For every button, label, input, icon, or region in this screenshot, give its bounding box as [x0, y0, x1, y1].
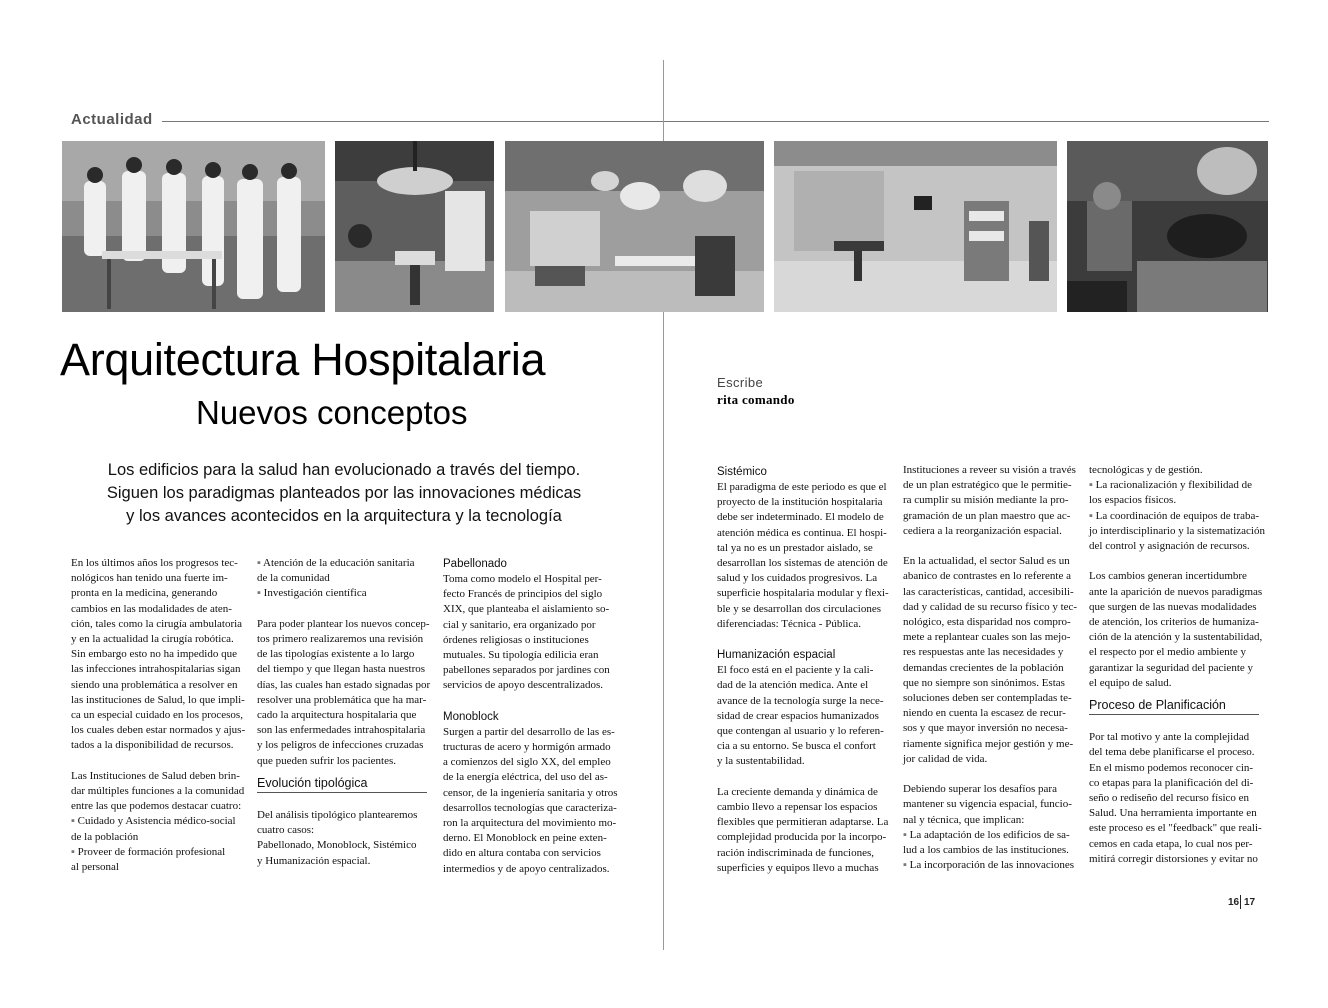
text-line: de las tipologías existente a lo largo [257, 648, 415, 661]
text-line: cediera a la reorganización espacial. [903, 524, 1062, 537]
text-line: tructuras de acero y hormigón armado [443, 741, 611, 754]
column-3-body [443, 572, 618, 694]
text-line: nológico, esta disparidad nos compro- [903, 616, 1071, 629]
column-4-body [717, 480, 892, 632]
text-line: superficie hospitalaria modular y flexi- [717, 587, 889, 600]
text-line: mutuales. Su tipología edilicia eran [443, 649, 599, 662]
text-line: las características, cantidad, accesibili- [903, 585, 1074, 598]
text-line: El paradigma de este periodo es que el [717, 481, 887, 493]
text-line: nal y técnica, que implican: [903, 813, 1025, 826]
article-title: Arquitectura Hospitalaria [60, 334, 546, 385]
heading-pabellonado: Pabellonado [443, 558, 507, 570]
text-line: órdenes religiosas o instituciones [443, 633, 589, 646]
text-line: de atención, los criterios de humaniza- [1089, 616, 1259, 629]
text-line: cial y sanitario, era organizado por [443, 618, 596, 631]
text-line: este proceso es el "feedback" que reali- [1089, 822, 1262, 835]
text-line: Del análisis tipológico plantearemos [257, 809, 418, 822]
paragraph-gap [903, 767, 1078, 782]
photo-vintage-operating-room [335, 141, 494, 312]
text-line: ción de la atención y la sustentabilidad, [1089, 631, 1263, 644]
text-line: XIX, que planteaba el aislamiento so- [443, 603, 610, 616]
text-line: res respuestas ante las necesidades y [903, 646, 1064, 659]
text-line: que surgen de las nuevas modalidades [1089, 600, 1257, 613]
text-line: flexibles que permitieran adaptarse. La [717, 816, 889, 829]
text-line: al personal [71, 861, 119, 874]
text-line: del tema debe planificarse el proceso. [1089, 746, 1255, 759]
article-subtitle: Nuevos conceptos [196, 394, 468, 431]
text-line: cado la arquitectura hospitalaria que [257, 709, 417, 722]
paragraph-gap [71, 754, 246, 769]
article-lead [100, 459, 588, 528]
text-line: que pueden sufrir los pacientes. [257, 754, 396, 767]
text-line: ción, tales como la cirugía ambulatoria [71, 617, 243, 630]
paragraph-gap [1089, 554, 1264, 569]
text-line: del tiempo y que llegan hasta nuestros [257, 663, 426, 676]
text-line: los cuales deben estar normados y ajus- [71, 724, 246, 737]
text-line: Sin embargo esto no ha impedido que [71, 648, 237, 661]
text-line: y la sustentabilidad. [717, 755, 805, 768]
text-line: ración indiscriminada de funciones, [717, 846, 875, 859]
column-6-body-b [1089, 730, 1264, 867]
text-line: sos y que mayor inversión no necesa- [903, 722, 1068, 735]
text-line: ▪ Proveer de formación profesional [71, 845, 226, 858]
bullet-icon: ▪ [71, 815, 75, 828]
text-line: fecto Francés de principios del siglo [443, 588, 603, 601]
text-line: proyecto de la institución hospitalaria [717, 496, 883, 509]
text-line: ▪ La coordinación de equipos de traba- [1089, 509, 1260, 522]
subhead-proceso: Proceso de Planificación [1089, 698, 1259, 715]
text-line: intermedios y de apoyo centralizados. [443, 862, 610, 875]
text-line: las instituciones de Salud, lo que impli- [71, 693, 245, 706]
text-line: jo interdisciplinario y la sistematización [1089, 524, 1265, 537]
column-3-body-b [443, 725, 618, 877]
text-line: Instituciones a reveer su visión a través [903, 464, 1076, 476]
text-line: niendo en cuenta la escasez de recur- [903, 707, 1066, 720]
text-line: ron la arquitectura del movimiento mo- [443, 817, 617, 830]
text-line: tados a la disponibilidad de recursos. [71, 739, 234, 752]
page-number-left: 16 [1228, 897, 1240, 908]
text-line: Por tal motivo y ante la complejidad [1089, 731, 1250, 744]
text-line: atención médica es continua. El hospi- [717, 526, 887, 539]
photo-robotic-surgery [1067, 141, 1268, 312]
text-column-4 [717, 464, 892, 876]
text-line: tecnológicas y de gestión. [1089, 464, 1203, 476]
text-line: avance de la tecnología surge la nece- [717, 694, 884, 707]
paragraph-gap [257, 602, 432, 617]
photo-historic-surgeons [62, 141, 325, 312]
text-line: riamente significa mejor gestión y me- [903, 737, 1074, 750]
text-line: sidad de crear espacios humanizados [717, 709, 879, 722]
text-line: En la actualidad, el sector Salud es un [903, 555, 1070, 568]
column-4-body-b [717, 663, 892, 876]
text-line: soluciones deben ser contempladas te- [903, 692, 1072, 705]
column-6-body [1089, 463, 1264, 691]
text-line: de la energía eléctrica, del uso del as- [443, 771, 608, 784]
lead-line: Los edificios para la salud han evolucionado a través del tiempo. [107, 461, 581, 479]
text-line: siendo una problemática a resolver en [71, 678, 238, 691]
text-line: dad de la atención medica. Ante el [717, 679, 869, 692]
text-line: debe ser indeterminado. El modelo de [717, 511, 884, 524]
text-line: mete a replantear cuales son las mejo- [903, 631, 1071, 644]
text-line: ▪ La racionalización y flexibilidad de [1089, 479, 1253, 492]
bullet-icon: ▪ [1089, 509, 1093, 522]
text-line: las infecciones intrahospitalarias sigan [71, 663, 241, 676]
column-2-body-b [257, 808, 432, 869]
text-line: de un plan estratégico que le permitie- [903, 479, 1072, 492]
text-line: servicios de apoyo descentralizados. [443, 679, 604, 692]
bullet-icon: ▪ [903, 859, 907, 872]
text-line: En el mismo podemos reconocer cin- [1089, 761, 1254, 774]
text-line: ▪ Atención de la educación sanitaria [257, 557, 415, 569]
page-number-separator [1240, 895, 1241, 909]
text-line: los espacios físicos. [1089, 494, 1177, 507]
text-line: cia a su entorno. Se busca el confort [717, 740, 876, 753]
text-line: dar múltiples funciones a la comunidad [71, 785, 245, 798]
text-line: dad y calidad de su recurso físico y tec- [903, 600, 1078, 613]
text-line: Pabellonado, Monoblock, Sistémico [257, 839, 417, 852]
column-2-body [257, 556, 432, 769]
text-line: y los peligros de infecciones cruzadas [257, 739, 424, 752]
heading-monoblock: Monoblock [443, 710, 499, 723]
bullet-icon: ▪ [257, 587, 261, 600]
bullet-icon: ▪ [71, 845, 75, 858]
text-line: ▪ Cuidado y Asistencia médico-social [71, 815, 236, 828]
text-line: de la comunidad [257, 572, 330, 585]
text-line: cambio llevo a repensar los espacios [717, 801, 878, 814]
text-column-1 [71, 556, 246, 875]
text-column-3 [443, 556, 618, 877]
text-line: el respecto por el medio ambiente y [1089, 646, 1246, 659]
bullet-icon: ▪ [1089, 479, 1093, 492]
text-line: dido en altura contaba con servicios [443, 847, 601, 860]
text-line: Salud. Una herramienta importante en [1089, 807, 1257, 820]
text-line: Las Instituciones de Salud deben brin- [71, 769, 240, 782]
text-line: mantener su vigencia espacial, funcio- [903, 798, 1072, 811]
text-line: desarrollan los sistemas de atención de [717, 557, 888, 570]
text-line: El foco está en el paciente y la cali- [717, 664, 874, 677]
section-rule [162, 121, 1269, 122]
text-line: de la población [71, 830, 139, 843]
text-line: salud y los cuidados progresivos. La [717, 572, 878, 585]
photo-operating-room-lamps [505, 141, 764, 312]
text-line: entre las que podemos destacar cuatro: [71, 800, 242, 813]
text-line: lud a los cambios de las instituciones. [903, 844, 1069, 857]
text-line: gramación de un plan maestro que ac- [903, 509, 1071, 522]
text-column-2 [257, 556, 432, 869]
text-line: desarrollos tecnologías que caracteriza- [443, 801, 617, 814]
bullet-icon: ▪ [257, 557, 261, 569]
text-line: superficies y equipos llevo a muchas [717, 861, 879, 874]
text-line: ▪ Investigación científica [257, 587, 367, 600]
page-number-right: 17 [1244, 897, 1256, 908]
text-line: ▪ La adaptación de los edificios de sa- [903, 828, 1070, 841]
text-line: que contengan al usuario y lo referen- [717, 725, 884, 738]
text-line: co etapas para la planificación del di- [1089, 776, 1254, 789]
text-line: ante la aparición de nuevos paradigmas [1089, 585, 1263, 598]
text-line: La creciente demanda y dinámica de [717, 785, 878, 798]
text-line: abanico de contrastes en lo referente a [903, 570, 1071, 583]
text-line: cemos en cada etapa, lo cual nos per- [1089, 837, 1253, 850]
text-line: Para poder plantear los nuevos concep- [257, 617, 430, 630]
heading-humanizacion: Humanización espacial [717, 649, 836, 662]
text-line: tos primero realizaremos una revisión [257, 633, 424, 645]
text-line: censor, de la ingeniería sanitaria y otros [443, 786, 618, 799]
text-line: el equipo de salud. [1089, 676, 1172, 689]
text-line: jor calidad de vida. [903, 752, 988, 765]
text-line: tal ya no es un prestador aislado, se [717, 541, 873, 554]
text-line: resolver una problemática que ha mar- [257, 693, 427, 706]
text-line: cambios en las modalidades de aten- [71, 602, 232, 615]
text-line: Los cambios generan incertidumbre [1089, 570, 1247, 583]
text-line: ▪ La incorporación de las innovaciones [903, 859, 1074, 872]
subhead-evolucion: Evolución tipológica [257, 776, 427, 793]
text-line: seño o rediseño del recurso físico en [1089, 792, 1250, 805]
text-line: diferenciadas: Técnica - Pública. [717, 617, 861, 630]
text-line: días, las cuales han estado signadas por [257, 678, 431, 691]
text-column-5 [903, 463, 1078, 873]
text-line: derno. El Monoblock en peine exten- [443, 832, 607, 845]
text-line: ble y se desarrollan dos circulaciones [717, 602, 882, 615]
text-line: ra cumplir su misión mediante la pro- [903, 494, 1069, 507]
text-line: Debiendo superar los desafíos para [903, 783, 1057, 796]
heading-sistemico: Sistémico [717, 466, 767, 478]
text-line: a comienzos del siglo XX, del empleo [443, 756, 611, 769]
photo-modern-operating-room [774, 141, 1057, 312]
lead-line: Siguen los paradigmas planteados por las innovaciones médicas [106, 484, 582, 502]
paragraph-gap [717, 770, 892, 785]
text-line: del control y asignación de recursos. [1089, 540, 1250, 553]
text-line: cuatro casos: [257, 824, 315, 837]
bullet-icon: ▪ [903, 828, 907, 841]
text-line: y Humanización espacial. [257, 854, 371, 867]
byline-label: Escribe [717, 375, 764, 390]
text-line: que no siempre son sinónimos. Estas [903, 676, 1065, 689]
text-line: complejidad producida por la incorpo- [717, 831, 887, 844]
text-line: Toma como modelo el Hospital per- [443, 573, 602, 585]
text-line: pronta en la medicina, generando [71, 587, 218, 600]
text-line: Surgen a partir del desarrollo de las es- [443, 725, 615, 738]
text-line: garantizar la seguridad del paciente y [1089, 661, 1254, 674]
paragraph-gap [903, 539, 1078, 554]
text-line: ca un especial cuidado en los procesos, [71, 709, 243, 722]
text-line: En los últimos años los progresos tec- [71, 557, 238, 569]
text-line: son las enfermedades intrahospitalaria [257, 724, 426, 737]
author-name: rita comando [717, 392, 795, 407]
text-line: y en la actualidad la cirugía robótica. [71, 633, 234, 646]
text-column-6 [1089, 463, 1264, 867]
lead-line: y los avances acontecidos en la arquitectura y la tecnología [126, 507, 562, 525]
text-line: nológicos han tenido una fuerte im- [71, 572, 228, 585]
section-label: Actualidad [71, 111, 153, 128]
text-line: demandas crecientes de la población [903, 661, 1064, 674]
text-line: pabellones separados por jardines con [443, 664, 610, 677]
text-line: mitirá corregir distorsiones y evitar no [1089, 852, 1258, 865]
